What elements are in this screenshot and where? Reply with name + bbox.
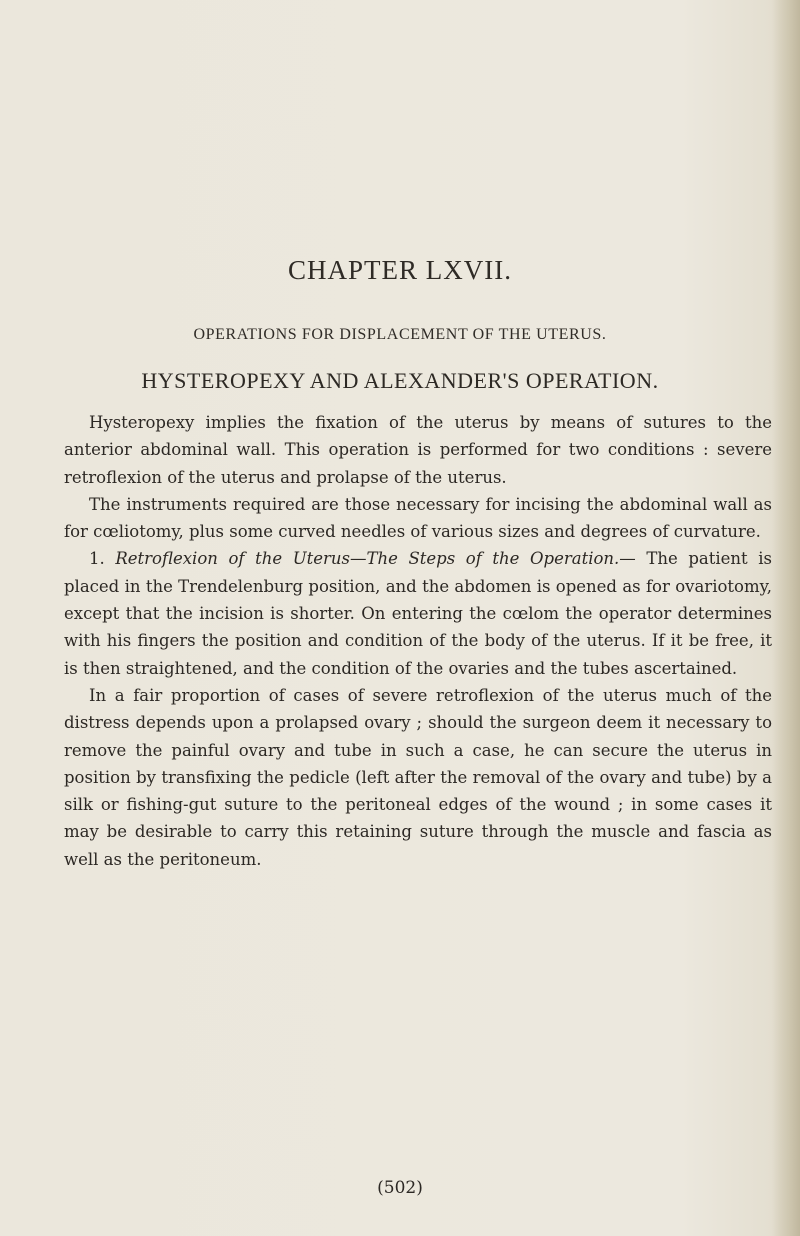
section-subtitle: OPERATIONS FOR DISPLACEMENT OF THE UTERUS. [193, 326, 607, 343]
paragraph-prolapsed-ovary: In a fair proportion of cases of severe retroflexion of the uterus much of the distress depends upon a prolapsed ovary ; should the surgeon deem it necessary to remove the painful ovary and tube in such a case, he can secure the uterus in position by transfixing the pedicle (left after the removal of the ovary and tube) by a silk or fishing-gut suture to the peritoneal edges of the wound ; in some cases it may be desirable to carry this retaining suture through the muscle and fascia as well as the peritoneum. [64, 685, 772, 869]
page-edge-shadow [772, 0, 800, 1236]
chapter-title: CHAPTER LXVII. [288, 255, 512, 285]
page-number: (502) [377, 1178, 423, 1198]
step-title-italic: Retroflexion of the Uterus—The Steps of the Operation. [115, 549, 620, 569]
paragraph-hysteropexy-definition: Hysteropexy implies the fixation of the uterus by means of sutures to the anterior abdominal wall. This operation is performed for two conditions : severe retroflexion of the uterus and prolapse of the uterus. [64, 413, 772, 487]
body-text [64, 409, 772, 873]
section-heading: HYSTEROPEXY AND ALEXANDER'S OPERATION. [141, 368, 659, 393]
step-number: 1. [89, 549, 105, 569]
paragraph-instruments: The instruments required are those necessary for incising the abdominal wall as for cœliotomy, plus some curved needles of various sizes and degrees of curvature. [64, 494, 772, 542]
step-text: — The patient is placed in the Trendelenburg position, and the abdomen is opened as for ovariotomy, except that the incision is shorter. On entering the cœlom the operator determines with his fingers the position and condition of the body of the uterus. If it be free, it is then straightened, and the condition of the ovaries and the tubes ascertained. [64, 549, 773, 678]
paragraph-retroflexion-steps [64, 545, 772, 681]
